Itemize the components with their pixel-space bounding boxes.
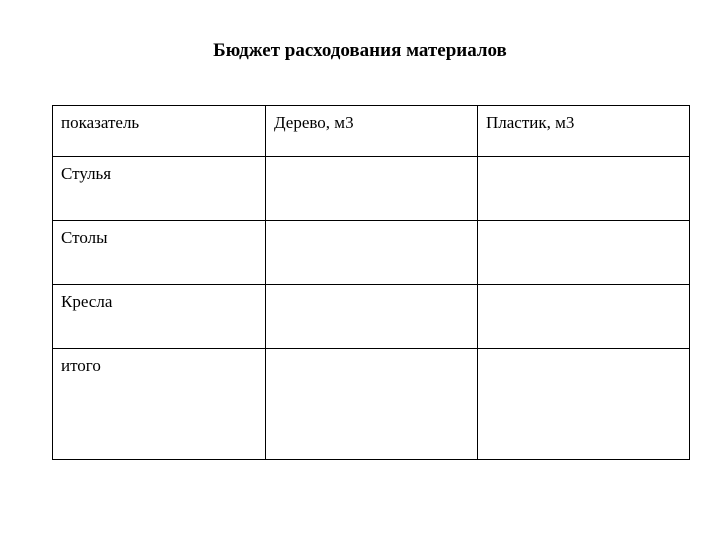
header-indicator: показатель <box>53 106 266 157</box>
plastic-cell <box>478 285 690 349</box>
table-header-row <box>53 106 690 157</box>
row-label: итого <box>53 349 266 460</box>
materials-budget-table <box>52 105 690 460</box>
row-label: Стулья <box>53 157 266 221</box>
table-row <box>53 157 690 221</box>
table-row <box>53 221 690 285</box>
row-label: Кресла <box>53 285 266 349</box>
row-label: Столы <box>53 221 266 285</box>
table-row-total <box>53 349 690 460</box>
wood-cell <box>266 221 478 285</box>
wood-cell <box>266 285 478 349</box>
plastic-cell <box>478 349 690 460</box>
table-row <box>53 285 690 349</box>
plastic-cell <box>478 221 690 285</box>
page-title: Бюджет расходования материалов <box>213 40 507 61</box>
header-wood: Дерево, м3 <box>266 106 478 157</box>
header-plastic: Пластик, м3 <box>478 106 690 157</box>
plastic-cell <box>478 157 690 221</box>
wood-cell <box>266 157 478 221</box>
wood-cell <box>266 349 478 460</box>
